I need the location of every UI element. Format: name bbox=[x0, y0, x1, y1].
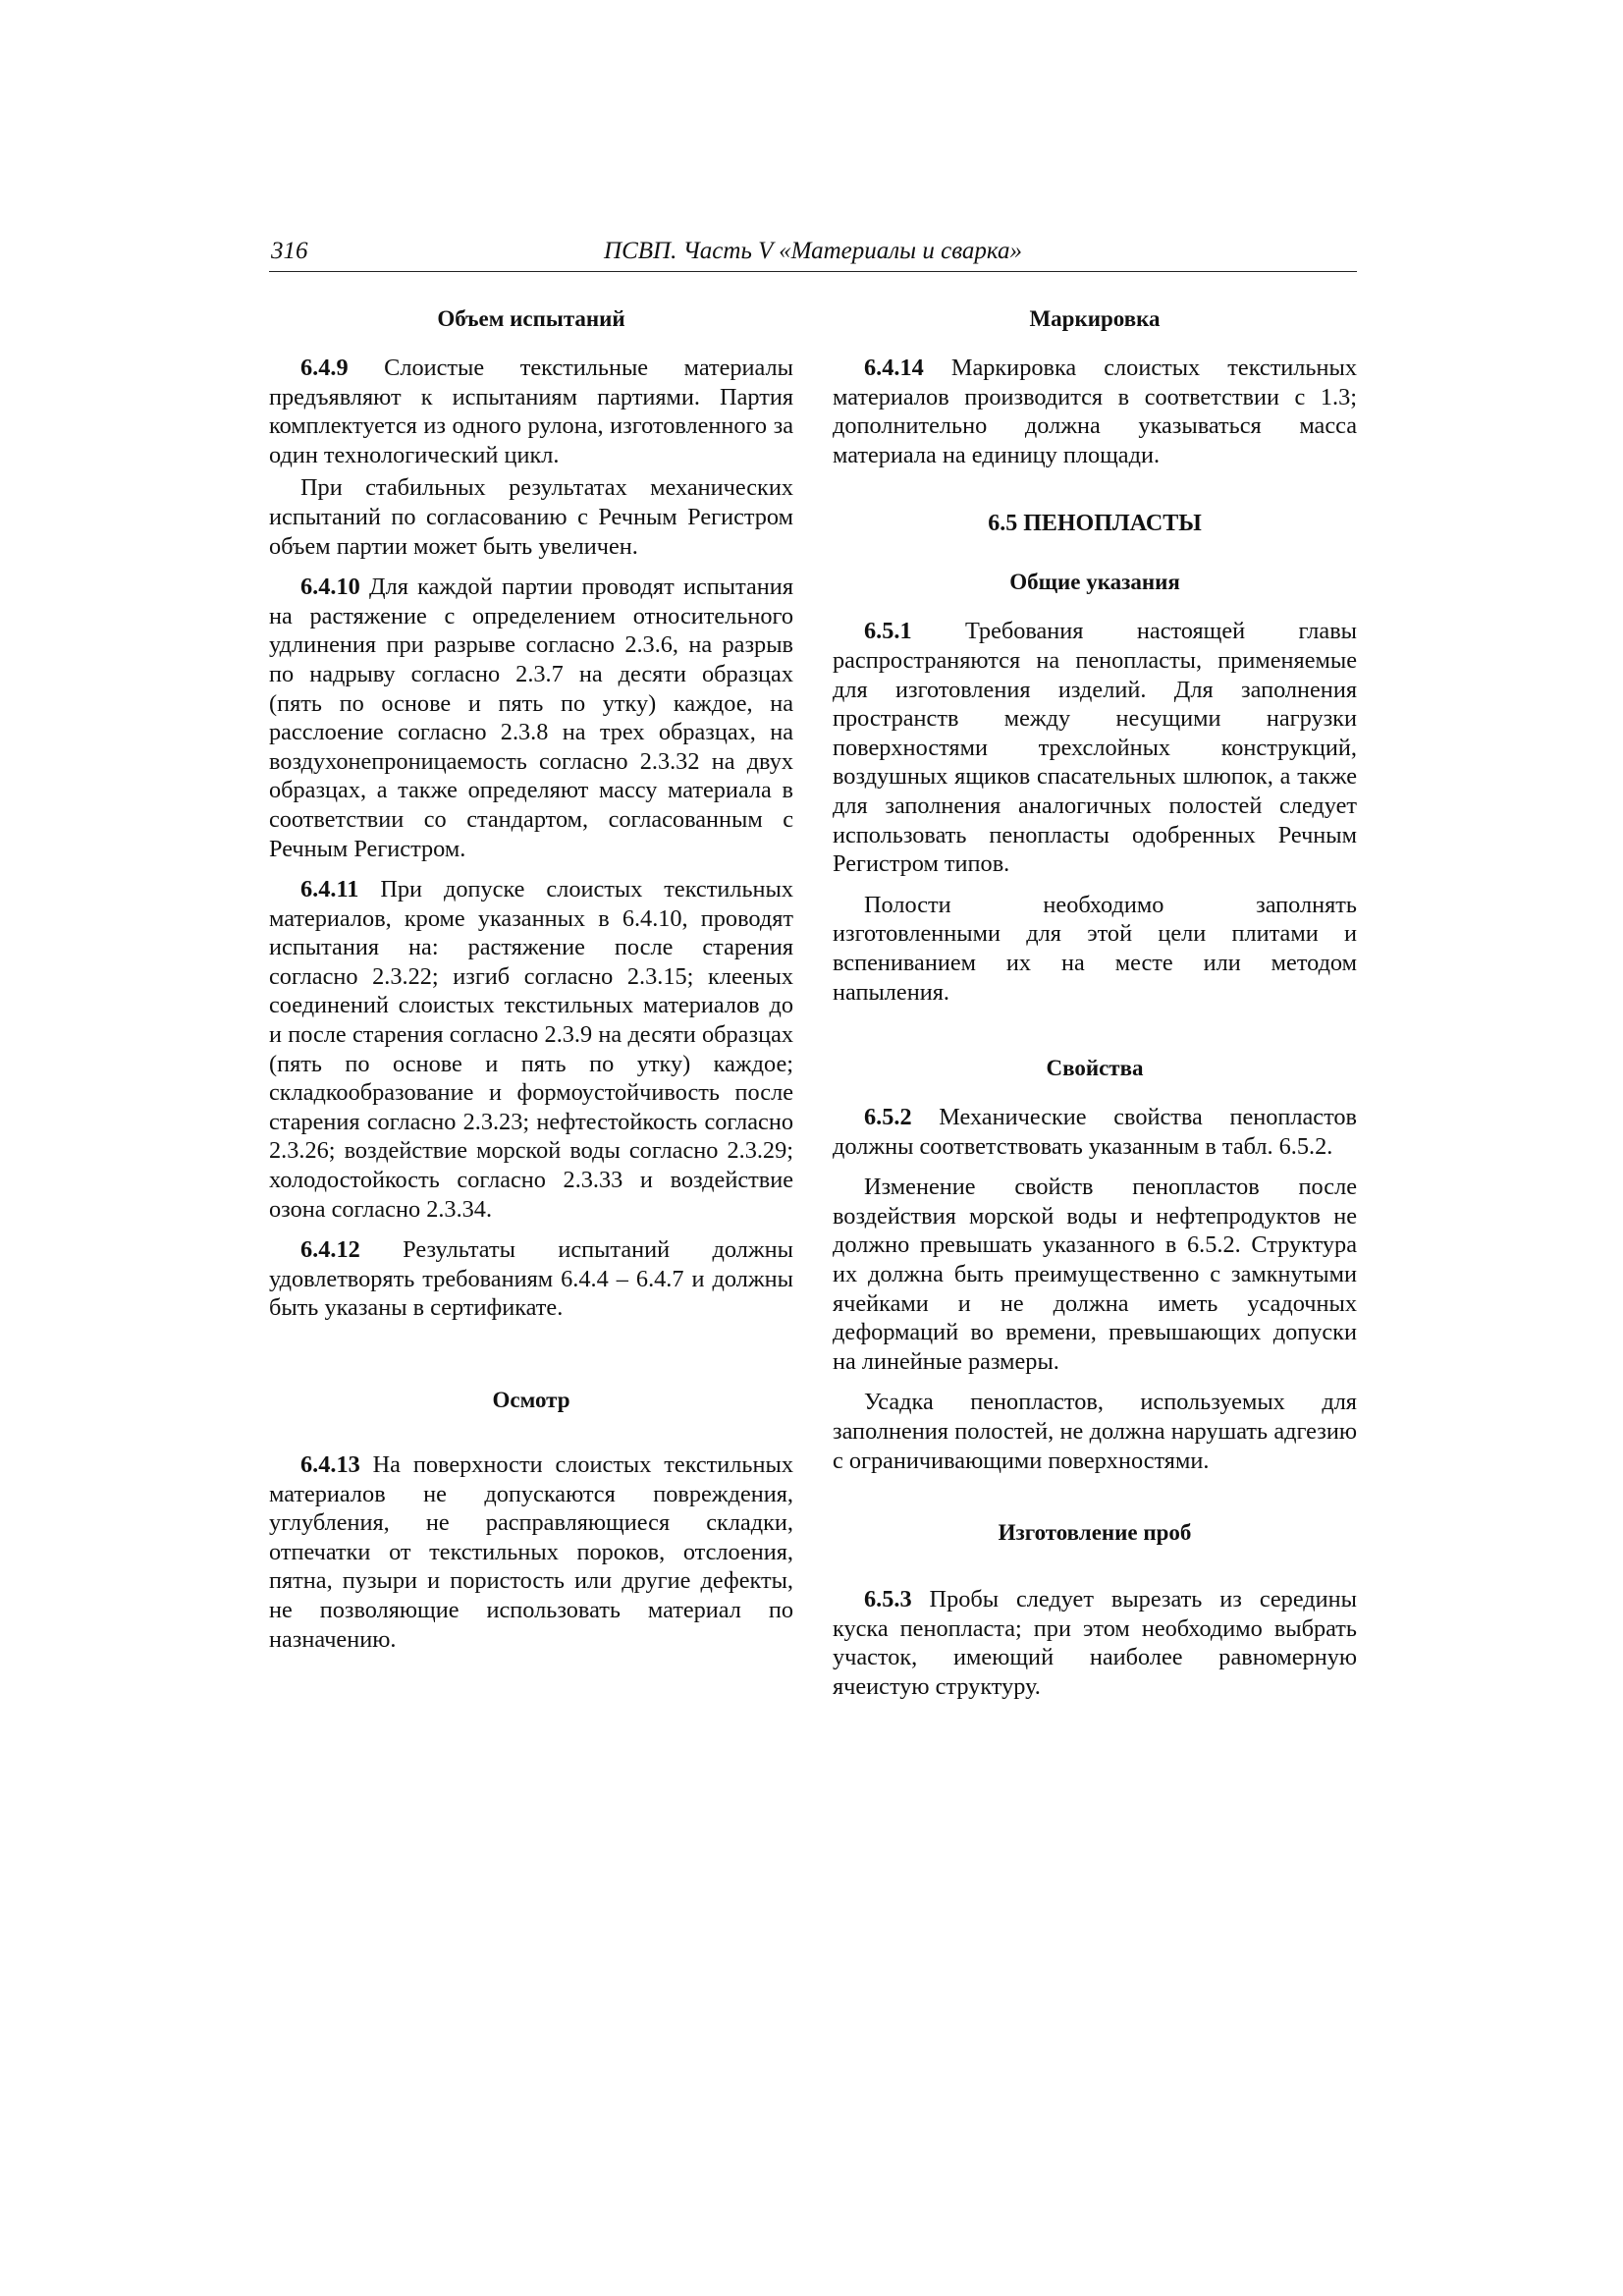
clause-number: 6.5.3 bbox=[864, 1586, 912, 1613]
clause-text: Пробы следует вырезать из середины куска пенопласта; при этом необходимо выбрать участок, имеющий наиболее равномерную ячеистую структуру. bbox=[833, 1586, 1357, 1700]
page-number: 316 bbox=[271, 238, 308, 264]
clause-text: Требования настоящей главы распространяются на пенопласты, применяемые для изготовления изделий. Для заполнения пространств между несущими нагрузки поверхностями трехслойных конструкций, воздушных ящиков спасательных шлюпок, а также для заполнения аналогичных полостей следует использовать пенопласты одобренных Речным Регистром типов. bbox=[833, 618, 1357, 878]
paragraph-6-4-9 bbox=[269, 354, 793, 469]
paragraph-6-4-10 bbox=[269, 573, 793, 863]
running-title: ПСВП. Часть V «Материалы и сварка» bbox=[604, 238, 1022, 264]
clause-text: Механические свойства пенопластов должны соответствовать указанным в табл. 6.5.2. bbox=[833, 1104, 1357, 1160]
paragraph-6-5-2 bbox=[833, 1103, 1357, 1161]
clause-number: 6.5.2 bbox=[864, 1104, 912, 1131]
page-header bbox=[269, 238, 1357, 272]
clause-text: Для каждой партии проводят испытания на растяжение с определением относительного удлинения при разрыве согласно 2.3.6, на разрыв по надрыву согласно 2.3.7 на десяти образцах (пять по основе и пять по утку) каждое, на расслоение согласно 2.3.8 на трех образцах, на воздухонепроницаемость согласно 2.3.32 на двух образцах, а также определяют массу материала в соответствии со стандартом, согласованным с Речным Регистром. bbox=[269, 574, 793, 862]
clause-number: 6.4.11 bbox=[300, 876, 359, 903]
clause-number: 6.4.12 bbox=[300, 1236, 360, 1264]
heading-sample-preparation: Изготовление проб bbox=[998, 1520, 1192, 1546]
paragraph-6-5-1-continued: Полости необходимо заполнять изготовленными для этой цели плитами и вспениванием их на месте или методом напыления. bbox=[833, 891, 1357, 1006]
clause-text: На поверхности слоистых текстильных материалов не допускаются повреждения, углубления, не расправляющиеся складки, отпечатки от текстильных пороков, отслоения, пятна, пузыри и пористость или другие дефекты, не позволяющие использовать материал по назначению. bbox=[269, 1451, 793, 1653]
paragraph-6-5-2-continued: Изменение свойств пенопластов после воздействия морской воды и нефтепродуктов не должно превышать указанного в 6.5.2. Структура их должна быть преимущественно с замкнутыми ячейками и не должна иметь усадочных деформаций во времени, превышающих допуски на линейные размеры. bbox=[833, 1174, 1357, 1375]
clause-number: 6.4.9 bbox=[300, 355, 349, 381]
paragraph-6-5-2-shrinkage: Усадка пенопластов, используемых для заполнения полостей, не должна нарушать адгезию с ограничивающими поверхностями. bbox=[833, 1389, 1357, 1474]
clause-text: Слоистые текстильные материалы предъявляют к испытаниям партиями. Партия комплектуется из одного рулона, изготовленного за один технологический цикл. bbox=[269, 355, 793, 468]
clause-text: Результаты испытаний должны удовлетворять требованиям 6.4.4 – 6.4.7 и должны быть указаны в сертификате. bbox=[269, 1236, 793, 1322]
clause-number: 6.5.1 bbox=[864, 618, 912, 645]
paragraph-6-5-3 bbox=[833, 1585, 1357, 1701]
paragraph-6-4-12 bbox=[269, 1235, 793, 1323]
paragraph-6-5-1 bbox=[833, 617, 1357, 878]
section-heading-foam-plastics: 6.5 ПЕНОПЛАСТЫ bbox=[988, 511, 1202, 537]
clause-text: Маркировка слоистых текстильных материалов производится в соответствии с 1.3; дополнительно должна указываться масса материала на единицу площади. bbox=[833, 355, 1357, 468]
clause-number: 6.4.13 bbox=[300, 1451, 360, 1478]
heading-inspection: Осмотр bbox=[492, 1388, 570, 1412]
heading-volume: Объем испытаний bbox=[437, 306, 625, 331]
heading-marking: Маркировка bbox=[1029, 306, 1161, 331]
clause-number: 6.4.14 bbox=[864, 355, 924, 381]
left-column bbox=[269, 304, 793, 1654]
paragraph-6-4-14 bbox=[833, 354, 1357, 469]
paragraph-6-4-13 bbox=[269, 1450, 793, 1654]
paragraph-6-4-11 bbox=[269, 875, 793, 1224]
paragraph-6-4-9-continued: При стабильных результатах механических испытаний по согласованию с Речным Регистром объем партии может быть увеличен. bbox=[269, 474, 793, 560]
heading-general: Общие указания bbox=[1009, 570, 1180, 595]
clause-text: При допуске слоистых текстильных материалов, кроме указанных в 6.4.10, проводят испытания на: растяжение после старения согласно 2.3.22; изгиб согласно 2.3.15; клееных соединений слоистых текстильных материалов до и после старения согласно 2.3.9 на десяти образцах (пять по основе и пять по утку) каждое; складкообразование и формоустойчивость после старения согласно 2.3.23; нефтестойкость согласно 2.3.26; воздействие морской воды согласно 2.3.29; холодостойкость согласно 2.3.33 и воздействие озона согласно 2.3.34. bbox=[269, 876, 793, 1223]
clause-number: 6.4.10 bbox=[300, 574, 360, 601]
heading-properties: Свойства bbox=[1046, 1056, 1144, 1081]
right-column bbox=[833, 304, 1357, 1702]
